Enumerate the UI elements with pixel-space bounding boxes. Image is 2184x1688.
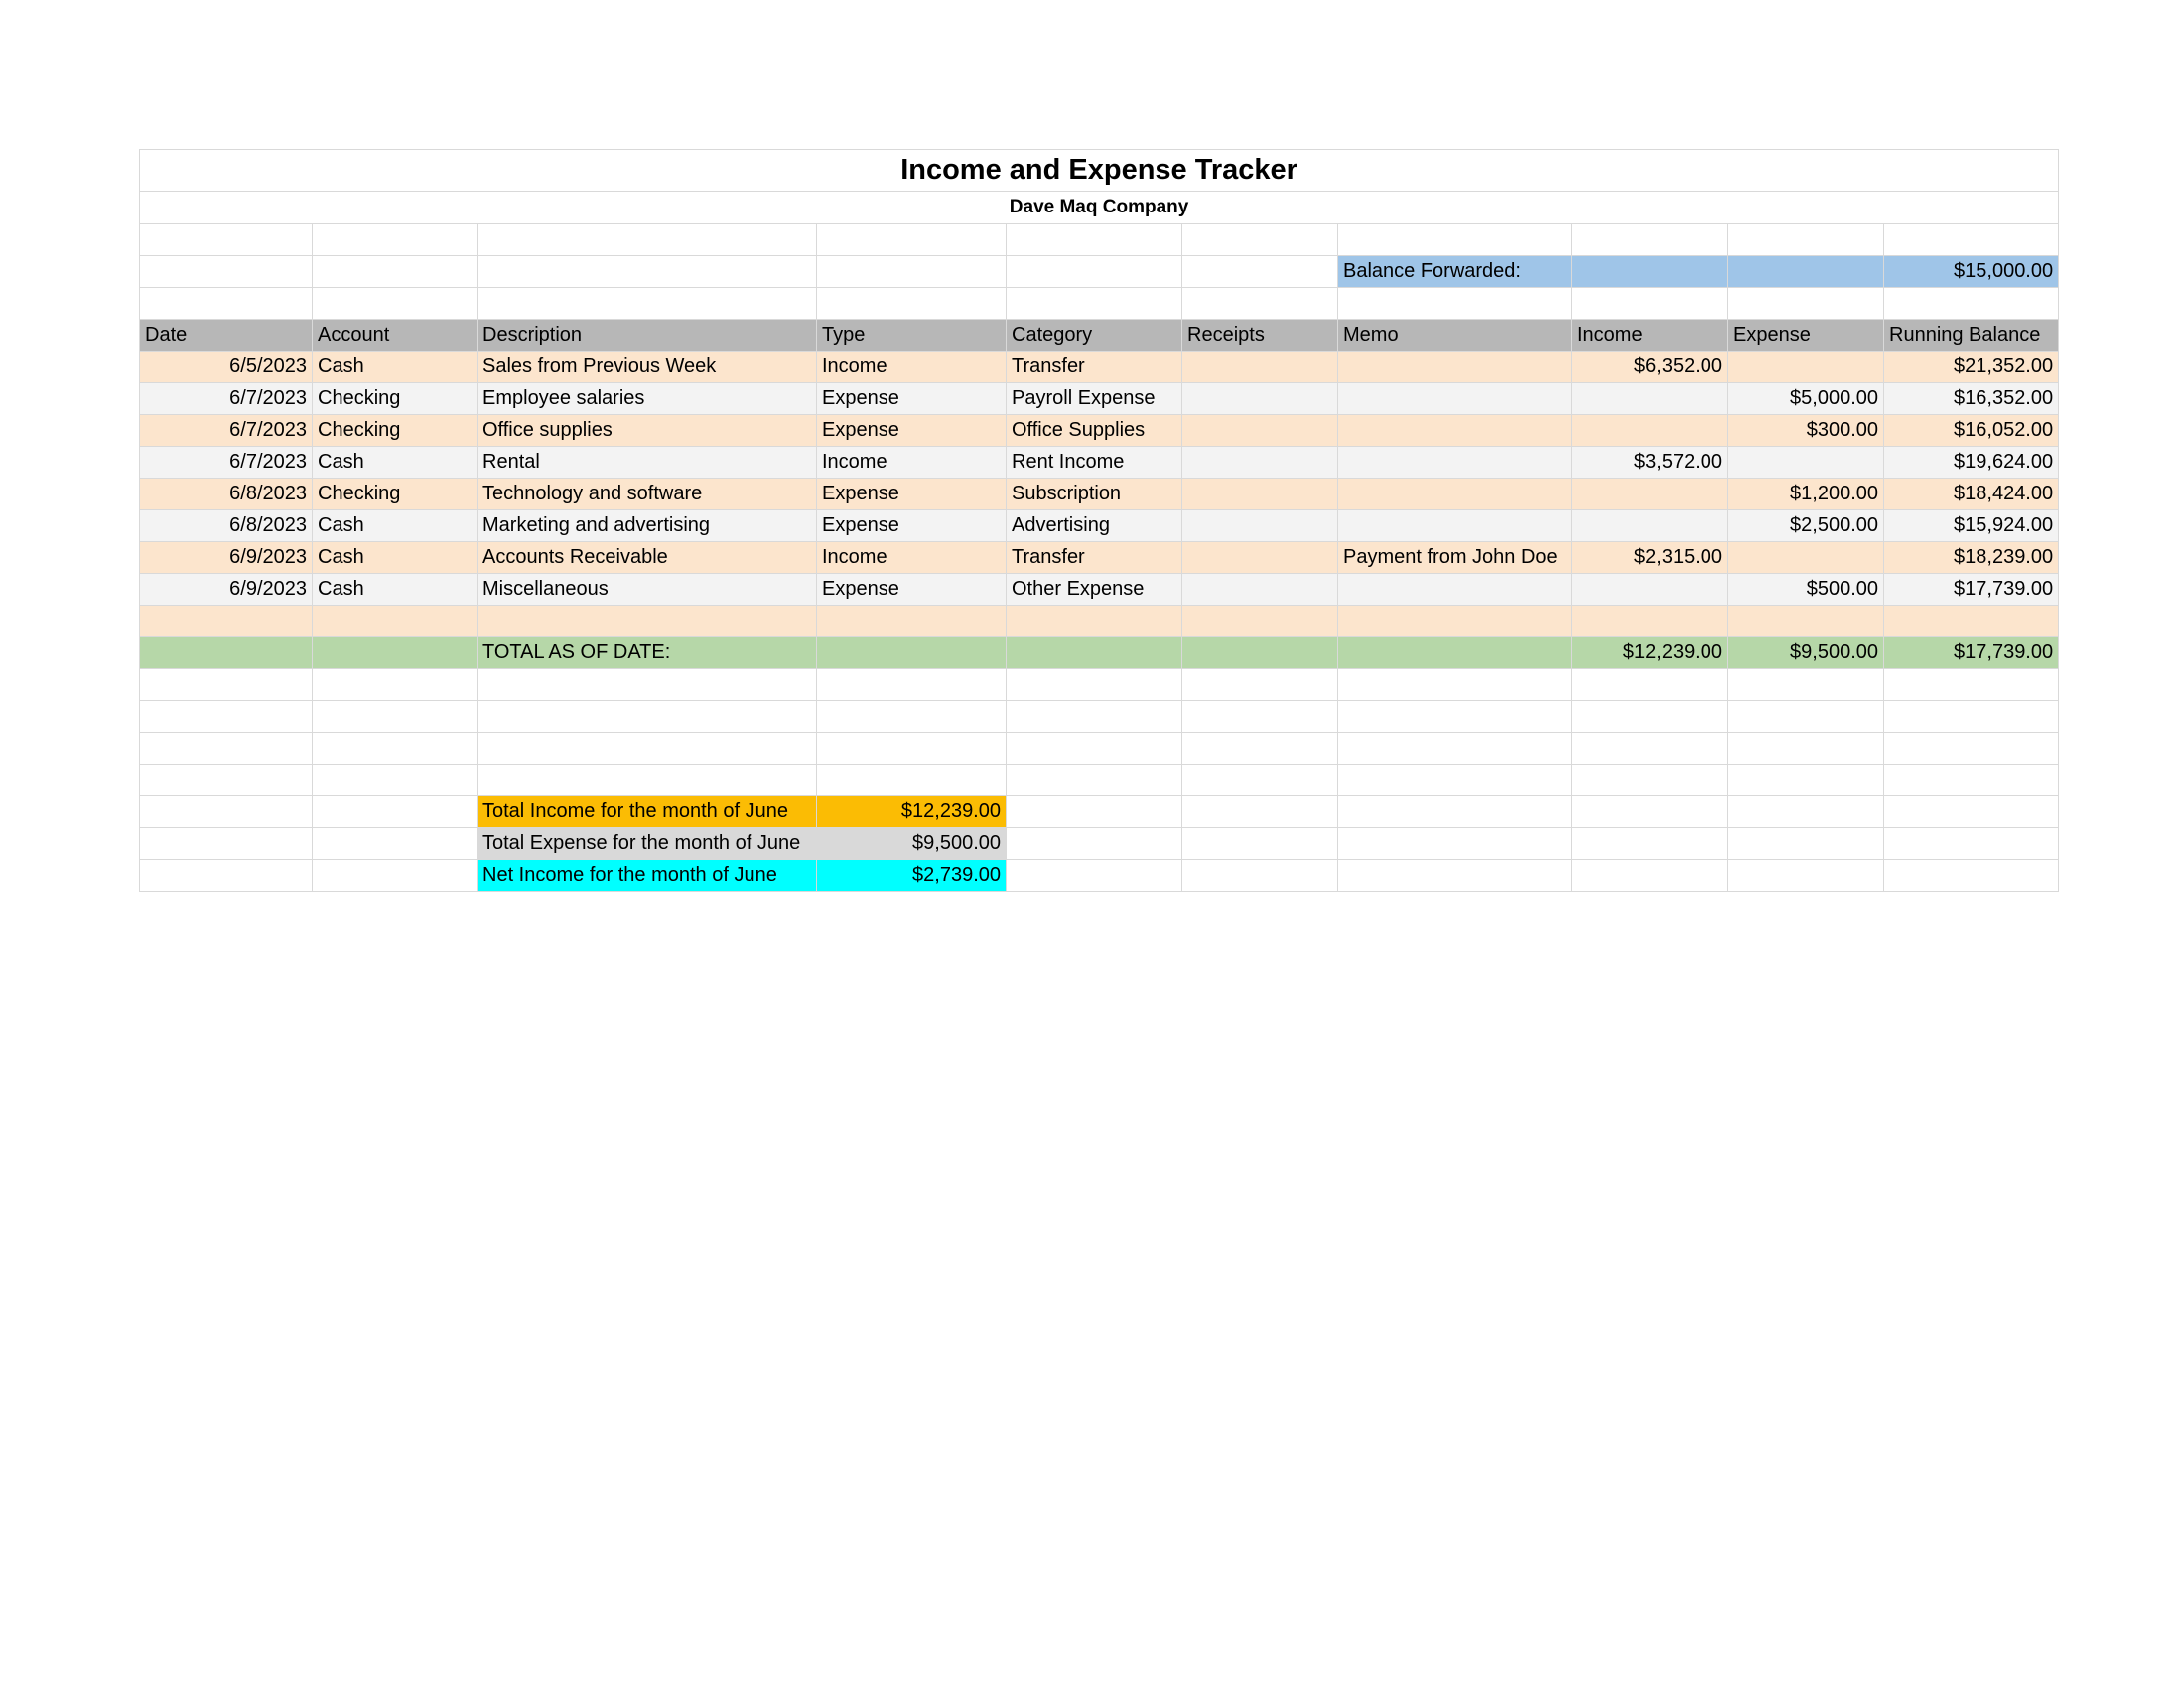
cell-income[interactable]: $6,352.00 [1572,352,1728,383]
column-header-income[interactable]: Income [1572,320,1728,352]
empty-cell[interactable] [1338,669,1572,701]
cell-memo[interactable] [1338,415,1572,447]
empty-cell[interactable] [140,828,313,860]
cell-type[interactable]: Expense [817,479,1007,510]
table-row [140,447,2059,479]
empty-cell[interactable] [817,765,1007,796]
cell-date[interactable]: 6/5/2023 [140,352,313,383]
column-header-type[interactable]: Type [817,320,1007,352]
empty-cell[interactable] [1572,828,1728,860]
column-header-date[interactable]: Date [140,320,313,352]
empty-cell[interactable] [1338,860,1572,892]
empty-cell[interactable] [478,765,817,796]
empty-cell[interactable] [1182,669,1338,701]
cell-date[interactable]: 6/9/2023 [140,574,313,606]
cell-memo[interactable] [1338,352,1572,383]
table-row [140,383,2059,415]
summary-row [140,860,2059,892]
total-running-balance[interactable]: $17,739.00 [1884,637,2059,669]
empty-cell[interactable] [1728,796,1884,828]
empty-cell[interactable] [1182,733,1338,765]
column-header-account[interactable]: Account [313,320,478,352]
cell-expense[interactable]: $500.00 [1728,574,1884,606]
cell-memo[interactable] [1338,574,1572,606]
cell-receipts[interactable] [1182,352,1338,383]
empty-cell[interactable] [1572,860,1728,892]
cell-type[interactable]: Income [817,352,1007,383]
table-row [140,479,2059,510]
empty-cell[interactable] [1007,701,1182,733]
empty-cell[interactable] [1007,796,1182,828]
cell-expense[interactable] [1728,352,1884,383]
net-income-june-value[interactable]: $2,739.00 [817,860,1007,892]
empty-row [140,765,2059,796]
company-name: Dave Maq Company [140,192,2059,224]
empty-cell[interactable] [140,701,313,733]
balance-forwarded-label[interactable]: Balance Forwarded: [1338,256,1572,288]
column-header-running-balance[interactable]: Running Balance [1884,320,2059,352]
empty-cell[interactable] [1007,828,1182,860]
cell-receipts[interactable] [1182,542,1338,574]
cell-date[interactable]: 6/7/2023 [140,383,313,415]
column-header-category[interactable]: Category [1007,320,1182,352]
cell-account[interactable]: Cash [313,352,478,383]
cell-type[interactable]: Expense [817,415,1007,447]
empty-cell[interactable] [1728,765,1884,796]
cell-description[interactable]: Accounts Receivable [478,542,817,574]
cell-running-balance[interactable]: $19,624.00 [1884,447,2059,479]
cell-income[interactable]: $3,572.00 [1572,447,1728,479]
cell-account[interactable]: Cash [313,574,478,606]
cell-category[interactable]: Transfer [1007,352,1182,383]
empty-cell[interactable] [1572,796,1728,828]
cell-account[interactable]: Checking [313,479,478,510]
total-income[interactable]: $12,239.00 [1572,637,1728,669]
page-title: Income and Expense Tracker [140,150,2059,192]
totals-row [140,637,2059,669]
cell-category[interactable]: Transfer [1007,542,1182,574]
empty-cell[interactable] [313,860,478,892]
empty-cell[interactable] [1728,828,1884,860]
cell-date[interactable]: 6/7/2023 [140,447,313,479]
cell-category[interactable]: Subscription [1007,479,1182,510]
empty-cell[interactable] [313,765,478,796]
cell-running-balance[interactable]: $21,352.00 [1884,352,2059,383]
balance-forwarded-value[interactable]: $15,000.00 [1884,256,2059,288]
empty-cell[interactable] [1572,765,1728,796]
empty-cell[interactable] [1338,796,1572,828]
cell-type[interactable]: Expense [817,383,1007,415]
column-header-expense[interactable]: Expense [1728,320,1884,352]
cell-date[interactable]: 6/7/2023 [140,415,313,447]
cell-expense[interactable]: $2,500.00 [1728,510,1884,542]
cell-account[interactable]: Cash [313,542,478,574]
empty-cell[interactable] [1182,860,1338,892]
cell-memo[interactable] [1338,510,1572,542]
empty-cell[interactable] [817,669,1007,701]
cell-category[interactable]: Payroll Expense [1007,383,1182,415]
empty-cell[interactable] [1338,701,1572,733]
empty-cell[interactable] [1884,669,2059,701]
cell-receipts[interactable] [1182,574,1338,606]
cell-description[interactable]: Marketing and advertising [478,510,817,542]
empty-cell[interactable] [1884,828,2059,860]
cell-type[interactable]: Expense [817,574,1007,606]
empty-data-row [140,606,2059,637]
empty-cell[interactable] [1884,765,2059,796]
empty-cell[interactable] [1884,733,2059,765]
cell-income[interactable] [1572,479,1728,510]
totals-label[interactable]: TOTAL AS OF DATE: [478,637,817,669]
cell-receipts[interactable] [1182,510,1338,542]
empty-cell[interactable] [1884,860,2059,892]
cell-income[interactable] [1572,574,1728,606]
empty-cell[interactable] [1728,701,1884,733]
cell-expense[interactable] [1728,447,1884,479]
empty-cell[interactable] [313,796,478,828]
empty-cell[interactable] [313,733,478,765]
empty-cell[interactable] [1728,860,1884,892]
summary-row [140,828,2059,860]
empty-cell[interactable] [1007,765,1182,796]
empty-cell[interactable] [313,701,478,733]
cell-description[interactable]: Office supplies [478,415,817,447]
empty-cell[interactable] [1884,701,2059,733]
cell-receipts[interactable] [1182,383,1338,415]
empty-row [140,701,2059,733]
cell-description[interactable]: Rental [478,447,817,479]
summary-row [140,796,2059,828]
cell-account[interactable]: Cash [313,447,478,479]
cell-account[interactable]: Checking [313,383,478,415]
empty-cell[interactable] [1007,860,1182,892]
column-header-memo[interactable]: Memo [1338,320,1572,352]
cell-account[interactable]: Checking [313,415,478,447]
cell-type[interactable]: Expense [817,510,1007,542]
total-income-june-label[interactable]: Total Income for the month of June [478,796,817,828]
empty-row [140,288,2059,320]
empty-cell[interactable] [140,733,313,765]
empty-cell[interactable] [140,796,313,828]
empty-cell[interactable] [1884,796,2059,828]
cell-income[interactable] [1572,510,1728,542]
empty-cell[interactable] [817,701,1007,733]
cell-memo[interactable] [1338,383,1572,415]
table-row [140,352,2059,383]
empty-cell[interactable] [1728,669,1884,701]
empty-cell[interactable] [1572,701,1728,733]
empty-cell[interactable] [478,733,817,765]
cell-date[interactable]: 6/8/2023 [140,479,313,510]
cell-expense[interactable]: $300.00 [1728,415,1884,447]
cell-running-balance[interactable]: $16,352.00 [1884,383,2059,415]
column-header-receipts[interactable]: Receipts [1182,320,1338,352]
empty-cell[interactable] [140,860,313,892]
empty-cell[interactable] [1728,733,1884,765]
cell-date[interactable]: 6/9/2023 [140,542,313,574]
empty-cell[interactable] [1007,669,1182,701]
cell-running-balance[interactable]: $15,924.00 [1884,510,2059,542]
cell-running-balance[interactable]: $16,052.00 [1884,415,2059,447]
empty-cell[interactable] [1182,765,1338,796]
empty-row [140,224,2059,256]
total-income-june-value[interactable]: $12,239.00 [817,796,1007,828]
cell-income[interactable] [1572,383,1728,415]
cell-running-balance[interactable]: $18,239.00 [1884,542,2059,574]
empty-cell[interactable] [817,733,1007,765]
empty-cell[interactable] [140,669,313,701]
empty-cell[interactable] [1338,733,1572,765]
empty-cell[interactable] [1338,765,1572,796]
cell-type[interactable]: Income [817,447,1007,479]
cell-running-balance[interactable]: $17,739.00 [1884,574,2059,606]
empty-cell[interactable] [313,669,478,701]
cell-receipts[interactable] [1182,415,1338,447]
cell-category[interactable]: Office Supplies [1007,415,1182,447]
cell-type[interactable]: Income [817,542,1007,574]
cell-memo[interactable]: Payment from John Doe [1338,542,1572,574]
cell-expense[interactable] [1728,542,1884,574]
empty-cell[interactable] [1338,828,1572,860]
empty-cell[interactable] [1182,796,1338,828]
tracker-grid [139,149,2059,892]
cell-income[interactable]: $2,315.00 [1572,542,1728,574]
column-header-row [140,320,2059,352]
net-income-june-label[interactable]: Net Income for the month of June [478,860,817,892]
empty-cell[interactable] [1182,828,1338,860]
empty-cell[interactable] [1007,733,1182,765]
spreadsheet [139,149,2058,892]
empty-cell[interactable] [313,828,478,860]
cell-description[interactable]: Miscellaneous [478,574,817,606]
empty-cell[interactable] [1572,733,1728,765]
cell-receipts[interactable] [1182,447,1338,479]
cell-category[interactable]: Rent Income [1007,447,1182,479]
cell-expense[interactable]: $1,200.00 [1728,479,1884,510]
empty-cell[interactable] [1182,701,1338,733]
table-row [140,542,2059,574]
empty-row [140,669,2059,701]
table-row [140,510,2059,542]
empty-cell[interactable] [1572,669,1728,701]
cell-date[interactable]: 6/8/2023 [140,510,313,542]
empty-row [140,733,2059,765]
cell-category[interactable]: Advertising [1007,510,1182,542]
cell-memo[interactable] [1338,479,1572,510]
cell-category[interactable]: Other Expense [1007,574,1182,606]
cell-memo[interactable] [1338,447,1572,479]
cell-expense[interactable]: $5,000.00 [1728,383,1884,415]
total-expense-june-value[interactable]: $9,500.00 [817,828,1007,860]
total-expense-june-label[interactable]: Total Expense for the month of June [478,828,817,860]
table-row [140,574,2059,606]
empty-cell[interactable] [140,765,313,796]
table-row [140,415,2059,447]
cell-description[interactable]: Employee salaries [478,383,817,415]
total-expense[interactable]: $9,500.00 [1728,637,1884,669]
cell-description[interactable]: Technology and software [478,479,817,510]
cell-running-balance[interactable]: $18,424.00 [1884,479,2059,510]
cell-receipts[interactable] [1182,479,1338,510]
column-header-description[interactable]: Description [478,320,817,352]
cell-description[interactable]: Sales from Previous Week [478,352,817,383]
empty-cell[interactable] [478,669,817,701]
empty-cell[interactable] [478,701,817,733]
cell-account[interactable]: Cash [313,510,478,542]
balance-forwarded-row [140,256,2059,288]
cell-income[interactable] [1572,415,1728,447]
